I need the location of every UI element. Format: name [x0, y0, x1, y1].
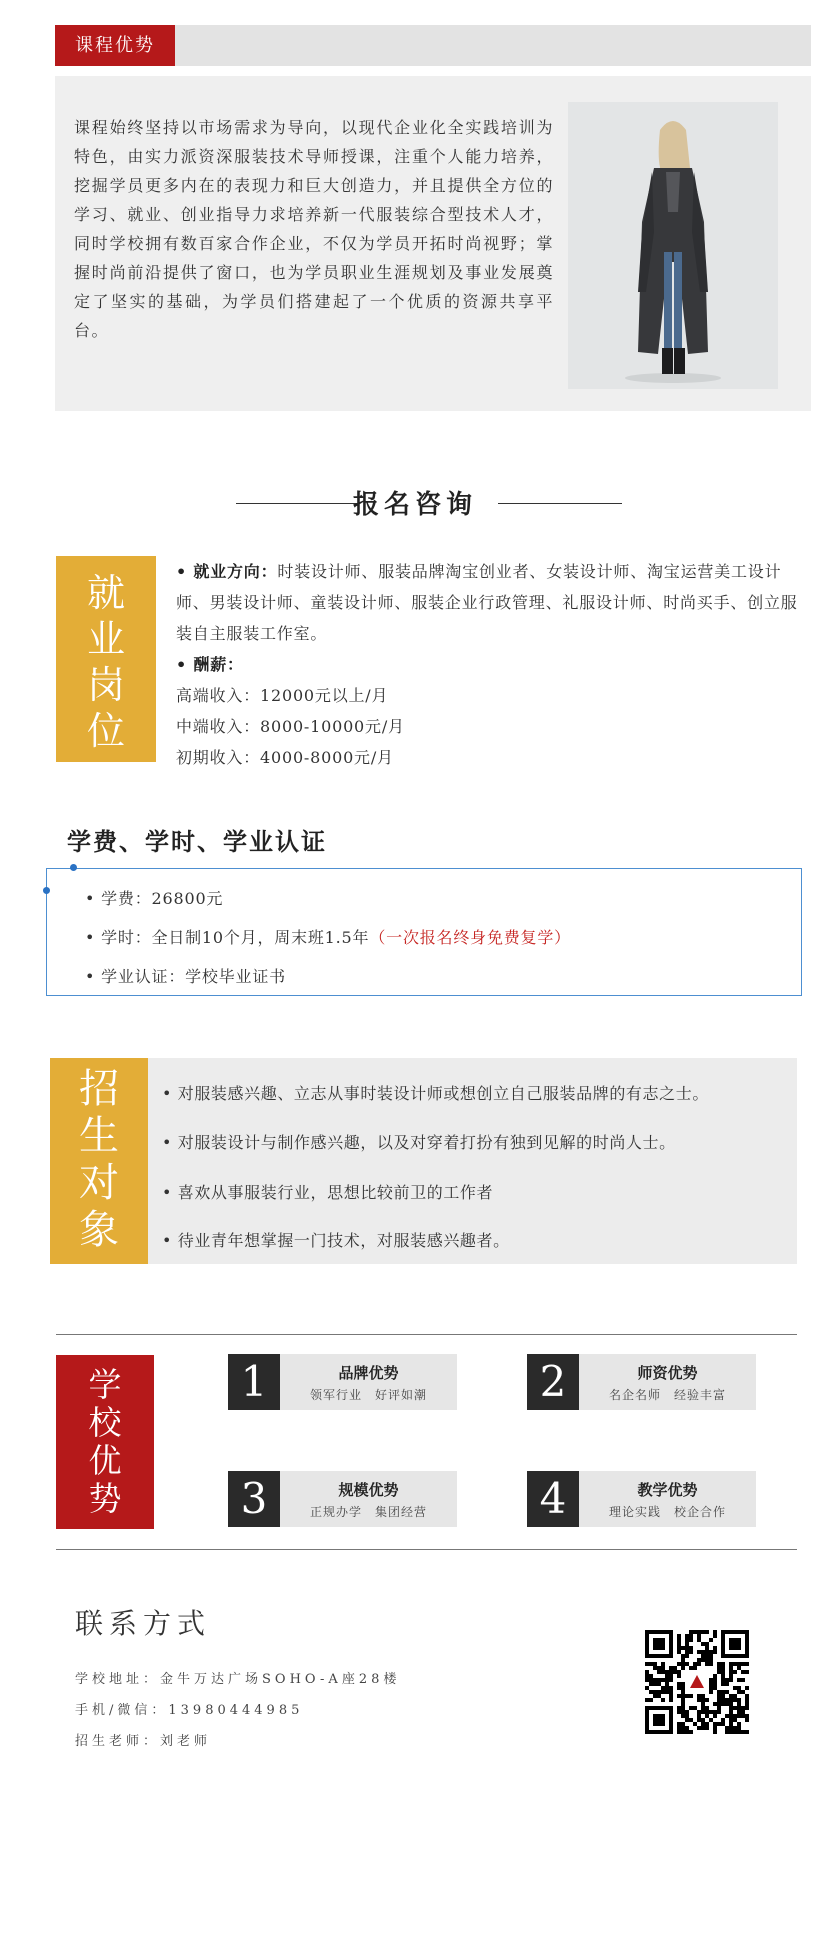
feature-card-teachers	[527, 1354, 756, 1410]
school-tag	[56, 1355, 154, 1529]
feature-title: 规模优势	[338, 1481, 399, 1499]
salary-label	[176, 649, 811, 680]
target-item: • 对服装感兴趣、立志从事时装设计师或想创立自己服装品牌的有志之士。	[162, 1084, 709, 1103]
registration-title: 报名咨询	[352, 490, 477, 520]
tuition-duration	[85, 925, 571, 948]
feature-card-teaching	[527, 1471, 756, 1527]
feature-subtitle: 名企名师 经验丰富	[608, 1388, 726, 1402]
school-tag-char: 学	[88, 1365, 122, 1404]
duration-note: （一次报名终身免费复学）	[369, 928, 571, 947]
qr-code-icon	[645, 1630, 749, 1734]
feature-title: 品牌优势	[338, 1364, 399, 1382]
model-photo	[568, 102, 778, 389]
course-advantage-tag: 课程优势	[55, 25, 175, 66]
school-tag-char: 校	[88, 1403, 122, 1442]
feature-subtitle: 正规办学 集团经营	[309, 1505, 427, 1519]
tuition-fee: • 学费：26800元	[85, 889, 224, 908]
contact-title: 联系方式	[75, 1607, 212, 1640]
course-advantage-text: 课程始终坚持以市场需求为导向，以现代企业化全实践培训为特色，由实力派资深服装技术导师授课，注重个人能力培养，挖掘学员更多内在的表现力和巨大创造力，并且提供全方位的学习、就业、创业指导力求培养新一代服装综合型技术人才，同时学校拥有数百家合作企业，不仅为学员开拓时尚视野；掌握时尚前沿提供了窗口，也为学员职业生涯规划及事业发展奠定了坚实的基础，为学员们搭建起了一个优质的资源共享平台。	[74, 118, 554, 340]
feature-number: 2	[527, 1354, 579, 1410]
target-tag-char: 招	[79, 1066, 119, 1112]
target-tag-char: 生	[79, 1113, 119, 1159]
divider-bottom	[56, 1549, 797, 1550]
feature-subtitle: 领军行业 好评如潮	[309, 1388, 427, 1402]
target-tag	[50, 1058, 148, 1264]
target-item: • 对服装设计与制作感兴趣，以及对穿着打扮有独到见解的时尚人士。	[162, 1133, 676, 1152]
jobs-tag	[56, 556, 156, 762]
feature-title: 师资优势	[637, 1364, 698, 1382]
school-tag-char: 势	[88, 1479, 122, 1518]
salary-high: 高端收入：12000元以上/月	[176, 686, 389, 705]
school-tag-char: 优	[88, 1441, 122, 1480]
job-direction-label: • 就业方向：	[176, 562, 278, 581]
duration-text: • 学时：全日制10个月，周末班1.5年	[85, 928, 370, 947]
feature-card-scale	[228, 1471, 457, 1527]
heading-line-right	[498, 503, 622, 504]
target-item: • 喜欢从事服装行业，思想比较前卫的工作者	[162, 1183, 494, 1202]
feature-subtitle: 理论实践 校企合作	[608, 1505, 726, 1519]
contact-phone: 手机/微信：13980444985	[75, 1703, 304, 1718]
feature-title: 教学优势	[637, 1481, 698, 1499]
tuition-title: 学费、学时、学业认证	[67, 827, 327, 856]
decor-dot	[70, 864, 77, 871]
jobs-tag-char: 就	[86, 571, 125, 615]
jobs-tag-char: 岗	[86, 663, 125, 707]
salary-entry: 初期收入：4000-8000元/月	[176, 748, 394, 767]
feature-number: 3	[228, 1471, 280, 1527]
jobs-tag-char: 业	[86, 617, 125, 661]
contact-teacher: 招生老师：刘老师	[75, 1734, 212, 1749]
jobs-content	[176, 556, 811, 773]
salary-label-text: • 酬薪：	[176, 655, 244, 674]
job-direction	[176, 556, 811, 649]
contact-address: 学校地址：金牛万达广场SOHO-A座28楼	[75, 1672, 401, 1687]
target-tag-char: 对	[79, 1160, 119, 1206]
tuition-certification: • 学业认证：学校毕业证书	[85, 967, 286, 986]
decor-dot	[43, 887, 50, 894]
job-direction-text: 时装设计师、服装品牌淘宝创业者、女装设计师、淘宝运营美工设计师、男装设计师、童装设计师、服装企业行政管理、礼服设计师、时尚买手、创立服装自主服装工作室。	[176, 562, 798, 643]
jobs-tag-char: 位	[86, 709, 125, 753]
salary-mid: 中端收入：8000-10000元/月	[176, 717, 405, 736]
target-item: • 待业青年想掌握一门技术，对服装感兴趣者。	[162, 1231, 510, 1250]
target-tag-char: 象	[79, 1207, 119, 1253]
feature-card-brand	[228, 1354, 457, 1410]
feature-number: 1	[228, 1354, 280, 1410]
feature-number: 4	[527, 1471, 579, 1527]
divider-top	[56, 1334, 797, 1335]
